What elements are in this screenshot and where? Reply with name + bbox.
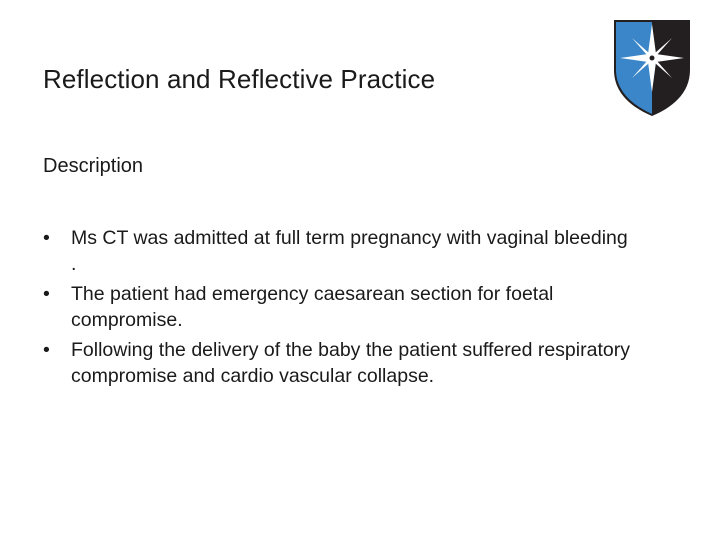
list-item xyxy=(43,337,633,389)
bullet-marker: • xyxy=(43,283,50,305)
list-item xyxy=(43,281,633,333)
subheading: Description xyxy=(43,155,144,177)
bullet-list xyxy=(43,225,633,393)
slide-title: Reflection and Reflective Practice xyxy=(43,64,436,94)
bullet-text: Following the delivery of the baby the patient suffered respiratory compromise and cardio vascular collapse. xyxy=(71,339,630,387)
bullet-text: Ms CT was admitted at full term pregnancy with vaginal bleeding . xyxy=(71,227,628,275)
list-item xyxy=(43,225,633,277)
bullet-text: The patient had emergency caesarean section for foetal compromise. xyxy=(71,283,554,331)
bullet-marker: • xyxy=(43,339,50,361)
compass-star-shield-icon xyxy=(612,18,692,116)
bullet-marker: • xyxy=(43,227,50,249)
